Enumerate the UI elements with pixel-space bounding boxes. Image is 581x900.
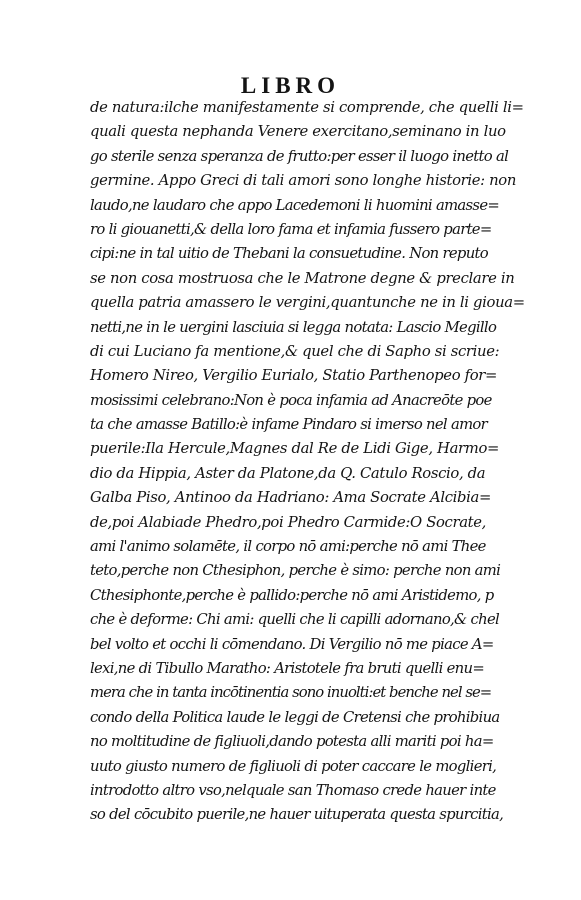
body-text [90,96,525,828]
text-line: mera che in tanta incōtinentia sono inuolti:et benche nel se= [90,684,492,702]
text-line: laudo,ne laudaro che appo Lacedemoni li huomini amasse= [90,196,500,214]
text-line: de natura:ilche manifestamente si comprende, che quelli li= [90,99,524,116]
text-line: go sterile senza speranza de frutto:per esser il luogo inetto al [90,147,509,165]
text-line: dio da Hippia, Aster da Platone,da Q. Catulo Roscio, da [90,464,486,482]
text-line: bel volto et occhi li cōmendano. Di Vergilio nō me piace A= [90,635,494,653]
text-line: mosissimi celebrano:Non è poca infamia ad Anacreōte poe [90,391,492,409]
text-line: quella patria amassero le vergini,quantunche ne in li gioua= [90,294,525,312]
running-head: LIBRO [240,73,341,98]
text-line: netti,ne in le uergini lasciuia si legga notata: Lascio Megillo [90,318,497,336]
text-line: teto,perche non Cthesiphon, perche è simo: perche non ami [90,562,501,580]
text-line: Cthesiphonte,perche è pallido:perche nō ami Aristidemo, p [90,586,494,604]
text-line: de,poi Alabiade Phedro,poi Phedro Carmide:O Socrate, [90,513,487,531]
text-line: che è deforme: Chi ami: quelli che li capilli adornano,& chel [90,611,500,629]
text-line: Galba Piso, Antinoo da Hadriano: Ama Socrate Alcibia= [90,489,492,507]
text-line: so del cōcubito puerile,ne hauer uituperata questa spurcitia, [90,806,504,824]
text-line: introdotto altro vso,nelquale san Thomaso crede hauer inte [90,781,496,799]
text-line: lexi,ne di Tibullo Maratho: Aristotele fra bruti quelli enu= [90,659,485,677]
text-line: Homero Nireo, Vergilio Eurialo, Statio Parthenopeo for= [90,367,498,385]
text-line: puerile:Ila Hercule,Magnes dal Re de Lidi Gige, Harmo= [90,440,500,458]
text-line: condo della Politica laude le leggi de Cretensi che prohibiua [90,708,500,726]
text-line: di cui Luciano fa mentione,& quel che di Sapho si scriue: [90,342,500,360]
text-line: germine. Appo Greci di tali amori sono longhe historie: non [90,172,517,190]
text-line: ro li giouanetti,& della loro fama et infamia fussero parte= [90,220,492,238]
text-line: ami l'animo solamēte, il corpo nō ami:perche nō ami Thee [90,538,486,556]
text-line: no moltitudine de figliuoli,dando potesta alli mariti poi ha= [90,733,494,751]
text-line: cipi:ne in tal uitio de Thebani la consuetudine. Non reputo [90,245,488,263]
text-line: se non cosa mostruosa che le Matrone degne & preclare in [90,269,515,287]
text-line: quali questa nephanda Venere exercitano,seminano in luo [90,123,506,141]
text-line: ta che amasse Batillo:è infame Pindaro si imerso nel amor [90,416,487,434]
text-line: uuto giusto numero de figliuoli di poter caccare le moglieri, [90,757,497,775]
